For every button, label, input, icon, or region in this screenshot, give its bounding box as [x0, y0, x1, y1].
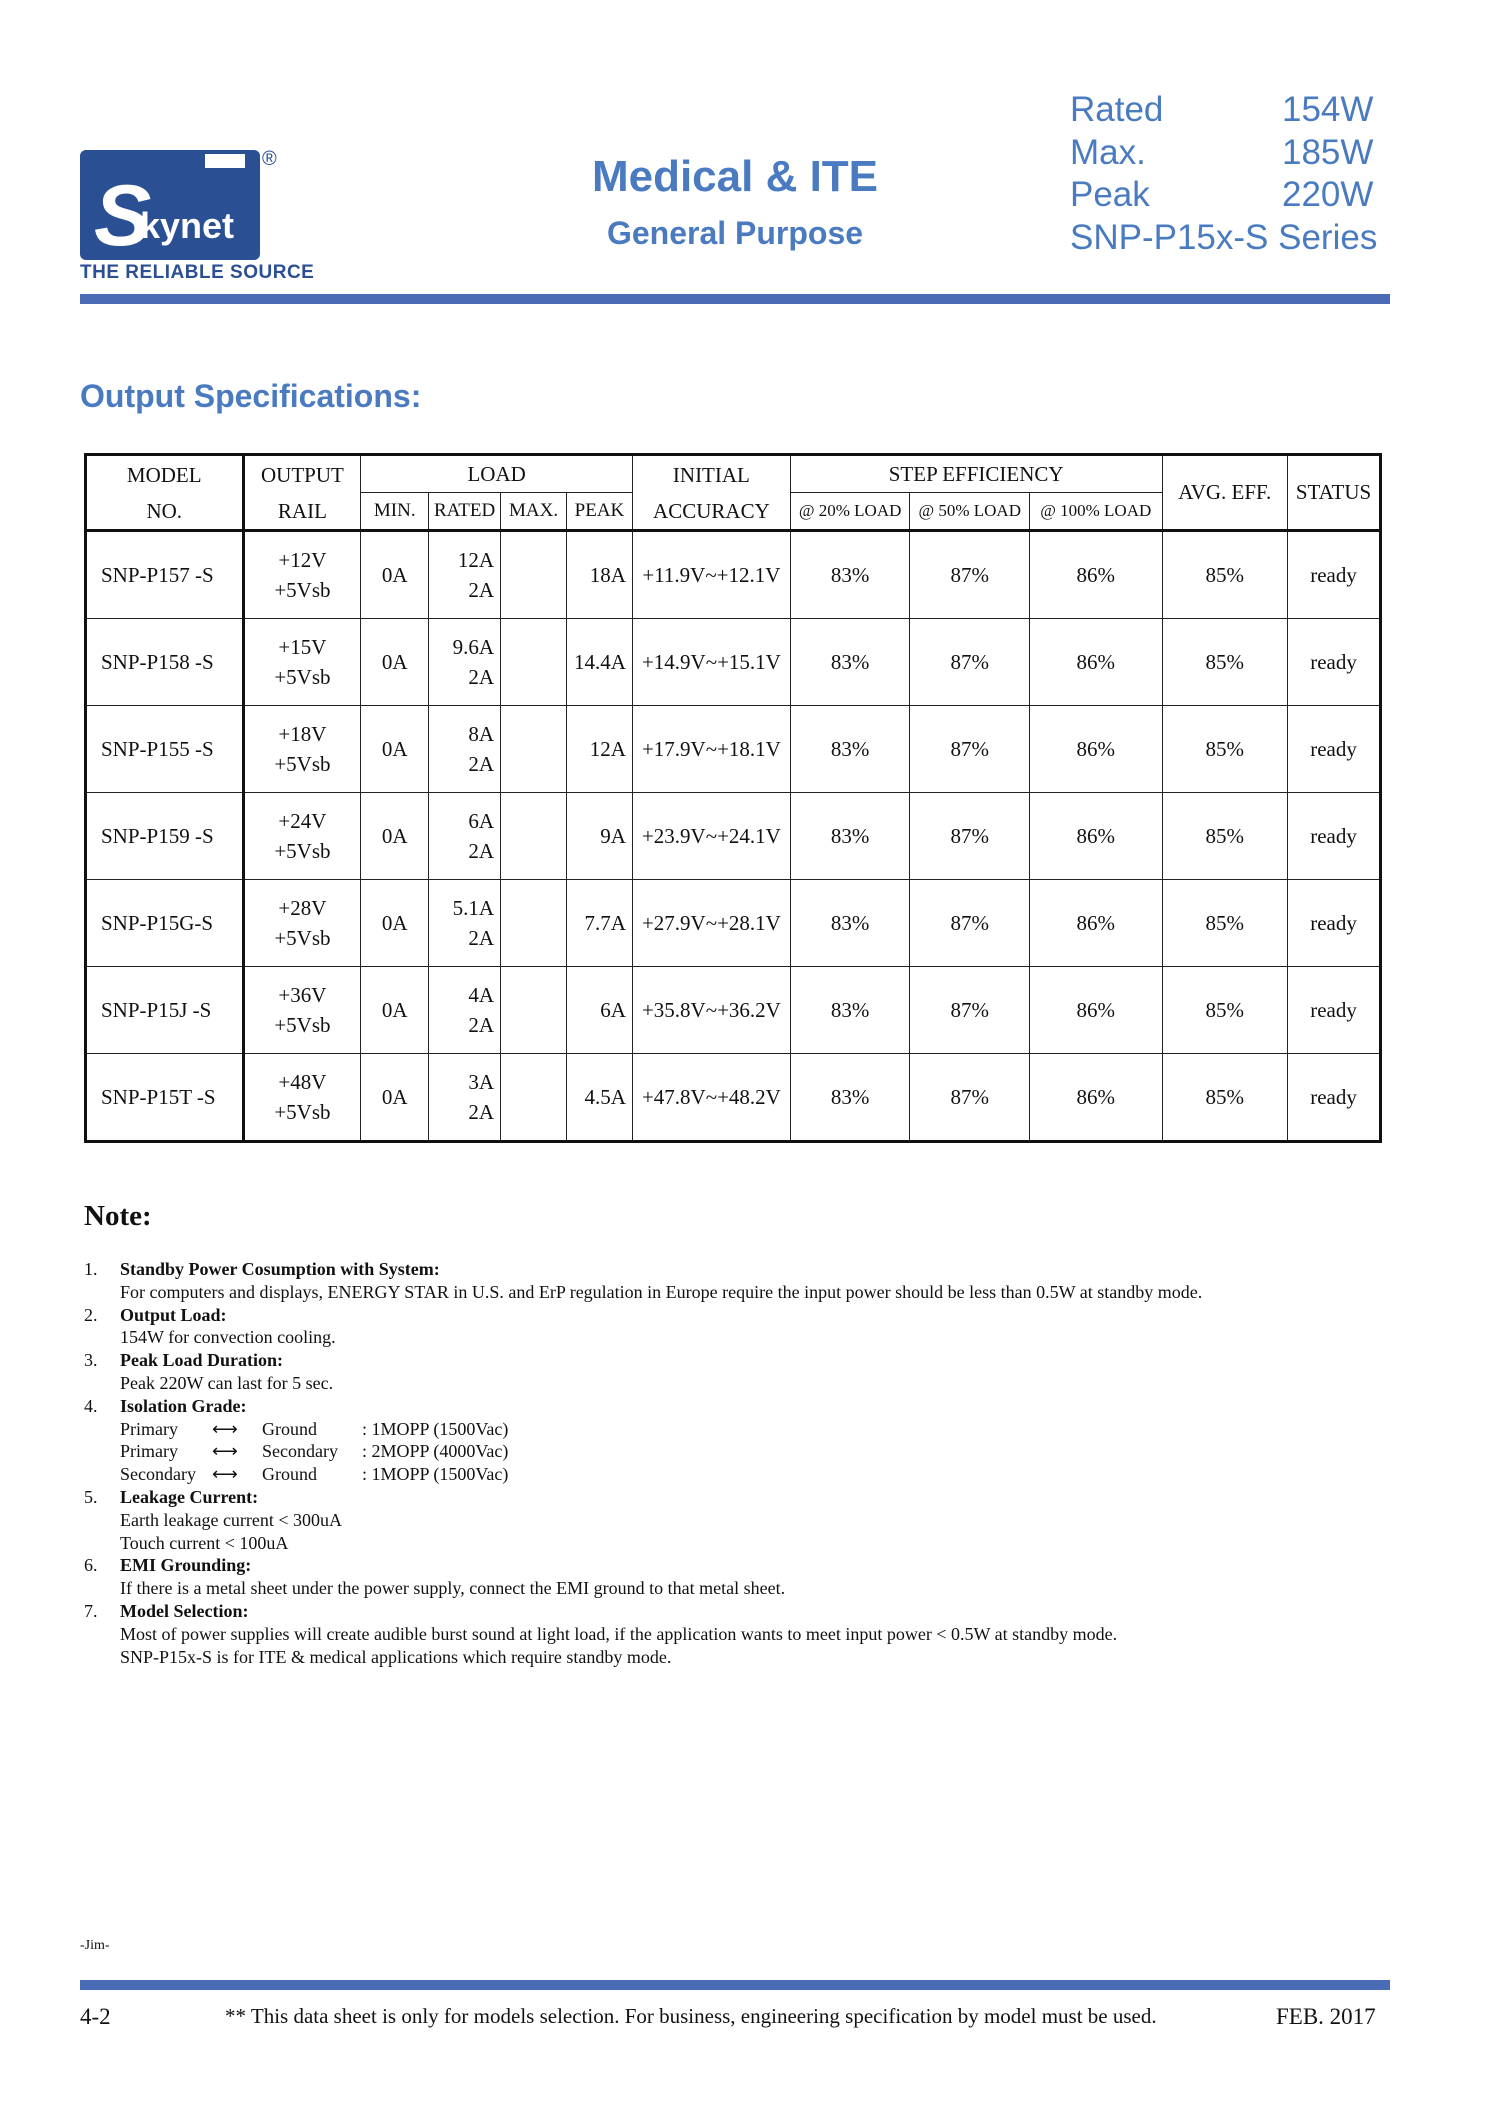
rating-value-peak: 220W: [1282, 175, 1374, 214]
note-body: [120, 1258, 1202, 1304]
table-row: [86, 619, 1381, 706]
header-load: LOAD: [361, 455, 633, 493]
table-row: [86, 1054, 1381, 1142]
cell-model: SNP-P15G-S: [86, 880, 244, 967]
isolation-grade: : 1MOPP (1500Vac): [362, 1418, 509, 1439]
note-body: [120, 1395, 508, 1486]
note-number: 7.: [84, 1600, 98, 1621]
cell-rail-main: +28V: [278, 896, 327, 920]
header-output-line1: OUTPUT: [260, 462, 344, 487]
table-row: [86, 793, 1381, 880]
cell-load-min: 0A: [361, 531, 429, 619]
cell-eff-100: 86%: [1030, 531, 1163, 619]
header-model: [86, 455, 244, 531]
table-row: [86, 880, 1381, 967]
cell-status: ready: [1288, 967, 1381, 1054]
cell-load-max: [501, 531, 567, 619]
rating-label-rated: Rated: [1070, 90, 1164, 129]
page-number: 4-2: [80, 2004, 111, 2029]
cell-avg-eff: 85%: [1162, 619, 1288, 706]
header-output: [243, 455, 361, 531]
note-title: Model Selection:: [120, 1600, 249, 1621]
cell-eff-100: 86%: [1030, 1054, 1163, 1142]
cell-accuracy: +35.8V~+36.2V: [632, 967, 790, 1054]
cell-rail-standby: +5Vsb: [274, 839, 331, 863]
cell-eff-50: 87%: [910, 1054, 1030, 1142]
header-load-max: MAX.: [501, 493, 567, 531]
output-spec-table: [84, 453, 1382, 1143]
cell-avg-eff: 85%: [1162, 880, 1288, 967]
cell-avg-eff: 85%: [1162, 793, 1288, 880]
cell-eff-20: 83%: [790, 619, 910, 706]
table-row: [86, 531, 1381, 619]
cell-eff-100: 86%: [1030, 706, 1163, 793]
cell-accuracy: +14.9V~+15.1V: [632, 619, 790, 706]
isolation-side-a: Primary: [120, 1441, 178, 1462]
note-line: Earth leakage current < 300uA: [120, 1509, 343, 1530]
header-initial-line2: ACCURACY: [653, 498, 770, 523]
note-item: [84, 1395, 1384, 1486]
cell-eff-20: 83%: [790, 1054, 910, 1142]
cell-eff-50: 87%: [910, 531, 1030, 619]
isolation-side-b: Ground: [262, 1464, 317, 1485]
cell-status: ready: [1288, 531, 1381, 619]
cell-rail-main: +48V: [278, 1070, 327, 1094]
cell-load-rated: [429, 619, 501, 706]
header-load-min: MIN.: [361, 493, 429, 531]
note-line: Peak 220W can last for 5 sec.: [120, 1372, 334, 1393]
note-number: 5.: [84, 1486, 98, 1507]
isolation-side-a: Secondary: [120, 1464, 196, 1485]
cell-status: ready: [1288, 706, 1381, 793]
cell-accuracy: +27.9V~+28.1V: [632, 880, 790, 967]
document-title: Medical & ITE: [591, 152, 879, 201]
cell-rated-main: 3A: [468, 1070, 495, 1094]
note-title: Output Load:: [120, 1304, 227, 1325]
note-body: [120, 1486, 342, 1554]
cell-load-peak: 12A: [567, 706, 633, 793]
header-load-peak: PEAK: [567, 493, 633, 531]
double-arrow-icon: ⟷: [212, 1464, 238, 1485]
cell-load-max: [501, 706, 567, 793]
cell-load-max: [501, 880, 567, 967]
cell-rated-main: 4A: [468, 983, 495, 1007]
cell-eff-20: 83%: [790, 967, 910, 1054]
notes-heading: Note:: [84, 1200, 152, 1232]
section-title: Output Specifications:: [80, 378, 422, 414]
cell-eff-20: 83%: [790, 706, 910, 793]
cell-rail-main: +24V: [278, 809, 327, 833]
note-body: [120, 1349, 333, 1395]
note-line: For computers and displays, ENERGY STAR in U.S. and ErP regulation in Europe require the input power should be less than 0.5W at standby mode.: [120, 1281, 1203, 1302]
cell-load-rated: [429, 1054, 501, 1142]
note-title: Leakage Current:: [120, 1486, 259, 1507]
cell-accuracy: +17.9V~+18.1V: [632, 706, 790, 793]
isolation-side-b: Secondary: [262, 1441, 338, 1462]
cell-load-max: [501, 793, 567, 880]
cell-eff-20: 83%: [790, 531, 910, 619]
isolation-side-b: Ground: [262, 1418, 317, 1439]
cell-output-rail: [243, 967, 361, 1054]
cell-load-rated: [429, 793, 501, 880]
cell-eff-100: 86%: [1030, 967, 1163, 1054]
header-avg-eff: AVG. EFF.: [1162, 455, 1288, 531]
cell-load-peak: 7.7A: [567, 880, 633, 967]
header-model-line1: MODEL: [126, 462, 202, 487]
cell-load-min: 0A: [361, 967, 429, 1054]
cell-rated-standby: 2A: [468, 752, 495, 776]
cell-status: ready: [1288, 880, 1381, 967]
cell-rail-standby: +5Vsb: [274, 1100, 331, 1124]
author-mark: -Jim-: [80, 1938, 110, 1953]
isolation-row: [120, 1463, 508, 1486]
cell-load-rated: [429, 531, 501, 619]
header-step-100: @ 100% LOAD: [1030, 493, 1163, 531]
note-body: [120, 1554, 785, 1600]
cell-rated-standby: 2A: [468, 578, 495, 602]
cell-avg-eff: 85%: [1162, 967, 1288, 1054]
note-line: If there is a metal sheet under the power supply, connect the EMI ground to that metal sheet.: [120, 1578, 786, 1599]
note-body: [120, 1600, 1117, 1668]
cell-rated-standby: 2A: [468, 1013, 495, 1037]
cell-model: SNP-P155 -S: [86, 706, 244, 793]
table-row: [86, 706, 1381, 793]
cell-avg-eff: 85%: [1162, 706, 1288, 793]
cell-load-peak: 9A: [567, 793, 633, 880]
header-step-20: @ 20% LOAD: [790, 493, 910, 531]
footer-date: FEB. 2017: [1276, 2004, 1376, 2029]
cell-rated-standby: 2A: [468, 839, 495, 863]
cell-load-max: [501, 1054, 567, 1142]
logo-wordmark: kynet: [140, 205, 235, 246]
cell-status: ready: [1288, 1054, 1381, 1142]
cell-avg-eff: 85%: [1162, 531, 1288, 619]
double-arrow-icon: ⟷: [212, 1418, 238, 1439]
cell-rated-main: 9.6A: [452, 635, 495, 659]
cell-rated-main: 6A: [468, 809, 495, 833]
isolation-grade: : 1MOPP (1500Vac): [362, 1464, 509, 1485]
cell-eff-50: 87%: [910, 967, 1030, 1054]
cell-rail-standby: +5Vsb: [274, 752, 331, 776]
cell-model: SNP-P157 -S: [86, 531, 244, 619]
note-item: [84, 1600, 1384, 1668]
cell-output-rail: [243, 706, 361, 793]
cell-accuracy: +47.8V~+48.2V: [632, 1054, 790, 1142]
cell-avg-eff: 85%: [1162, 1054, 1288, 1142]
series-name: SNP-P15x-S Series: [1070, 218, 1378, 257]
note-item: [84, 1304, 1384, 1350]
cell-model: SNP-P159 -S: [86, 793, 244, 880]
note-body: [120, 1304, 336, 1350]
rating-value-rated: 154W: [1282, 90, 1374, 129]
cell-rated-main: 8A: [468, 722, 495, 746]
cell-load-rated: [429, 880, 501, 967]
cell-eff-100: 86%: [1030, 793, 1163, 880]
note-title: Isolation Grade:: [120, 1395, 247, 1416]
header-status: STATUS: [1288, 455, 1381, 531]
footer-disclaimer: ** This data sheet is only for models selection. For business, engineering specification by model must be used.: [225, 2004, 1157, 2028]
cell-eff-50: 87%: [910, 880, 1030, 967]
cell-load-peak: 14.4A: [567, 619, 633, 706]
cell-rail-standby: +5Vsb: [274, 1013, 331, 1037]
cell-rail-standby: +5Vsb: [274, 578, 331, 602]
cell-output-rail: [243, 793, 361, 880]
note-title: Standby Power Cosumption with System:: [120, 1259, 440, 1279]
cell-rail-standby: +5Vsb: [274, 926, 331, 950]
cell-output-rail: [243, 880, 361, 967]
cell-output-rail: [243, 531, 361, 619]
document-subtitle: General Purpose: [606, 215, 864, 251]
note-title: EMI Grounding:: [120, 1555, 252, 1576]
cell-load-peak: 4.5A: [567, 1054, 633, 1142]
note-line: 154W for convection cooling.: [120, 1327, 336, 1348]
isolation-grade: : 2MOPP (4000Vac): [362, 1441, 509, 1462]
note-number: 3.: [84, 1350, 98, 1371]
skynet-logo: [80, 150, 260, 260]
note-item: [84, 1349, 1384, 1395]
cell-load-max: [501, 967, 567, 1054]
cell-eff-100: 86%: [1030, 880, 1163, 967]
cell-eff-50: 87%: [910, 706, 1030, 793]
header-step-efficiency: STEP EFFICIENCY: [790, 455, 1162, 493]
cell-load-rated: [429, 706, 501, 793]
cell-rated-standby: 2A: [468, 926, 495, 950]
cell-eff-100: 86%: [1030, 619, 1163, 706]
cell-model: SNP-P15T -S: [86, 1054, 244, 1142]
header-model-line2: NO.: [146, 498, 183, 523]
cell-rail-main: +18V: [278, 722, 327, 746]
cell-accuracy: +23.9V~+24.1V: [632, 793, 790, 880]
cell-model: SNP-P15J -S: [86, 967, 244, 1054]
cell-status: ready: [1288, 619, 1381, 706]
note-number: 4.: [84, 1395, 98, 1416]
cell-load-min: 0A: [361, 880, 429, 967]
cell-accuracy: +11.9V~+12.1V: [632, 531, 790, 619]
double-arrow-icon: ⟷: [212, 1441, 238, 1462]
rating-value-max: 185W: [1282, 133, 1374, 172]
cell-load-peak: 18A: [567, 531, 633, 619]
cell-rail-standby: +5Vsb: [274, 665, 331, 689]
note-item: [84, 1258, 1384, 1304]
table-row: [86, 967, 1381, 1054]
cell-eff-20: 83%: [790, 880, 910, 967]
logo-tagline: THE RELIABLE SOURCE: [80, 262, 315, 283]
note-line: Touch current < 100uA: [120, 1532, 289, 1553]
cell-load-min: 0A: [361, 706, 429, 793]
cell-rail-main: +36V: [278, 983, 327, 1007]
cell-rail-main: +15V: [278, 635, 327, 659]
svg-text:S: S: [94, 168, 152, 260]
cell-rated-main: 12A: [457, 548, 495, 572]
header-divider: [80, 294, 1390, 304]
note-item: [84, 1486, 1384, 1554]
cell-status: ready: [1288, 793, 1381, 880]
cell-load-min: 0A: [361, 619, 429, 706]
cell-rail-main: +12V: [278, 548, 327, 572]
note-title: Peak Load Duration:: [120, 1350, 284, 1371]
cell-load-min: 0A: [361, 793, 429, 880]
header-step-50: @ 50% LOAD: [910, 493, 1030, 531]
note-line: Most of power supplies will create audible burst sound at light load, if the application wants to meet input power < 0.5W at standby mode.: [120, 1623, 1118, 1644]
note-number: 6.: [84, 1555, 98, 1576]
isolation-side-a: Primary: [120, 1418, 178, 1439]
note-line: SNP-P15x-S is for ITE & medical applications which require standby mode.: [120, 1646, 672, 1667]
cell-rated-main: 5.1A: [452, 896, 495, 920]
footer-divider: [80, 1980, 1390, 1990]
cell-eff-50: 87%: [910, 619, 1030, 706]
note-number: 2.: [84, 1304, 98, 1325]
isolation-row: [120, 1440, 508, 1463]
header-initial-line1: INITIAL: [672, 462, 750, 487]
cell-eff-20: 83%: [790, 793, 910, 880]
notes-list: [84, 1258, 1384, 1668]
cell-eff-50: 87%: [910, 793, 1030, 880]
cell-output-rail: [243, 619, 361, 706]
cell-load-min: 0A: [361, 1054, 429, 1142]
rating-label-max: Max.: [1070, 133, 1146, 172]
note-item: [84, 1554, 1384, 1600]
registered-mark-icon: ®: [262, 148, 277, 170]
header-load-rated: RATED: [429, 493, 501, 531]
rating-label-peak: Peak: [1070, 175, 1150, 214]
cell-load-peak: 6A: [567, 967, 633, 1054]
header-initial: [632, 455, 790, 531]
cell-load-max: [501, 619, 567, 706]
cell-rated-standby: 2A: [468, 1100, 495, 1124]
note-number: 1.: [84, 1259, 98, 1279]
cell-load-rated: [429, 967, 501, 1054]
header-output-line2: RAIL: [277, 498, 327, 523]
cell-output-rail: [243, 1054, 361, 1142]
isolation-row: [120, 1418, 508, 1441]
cell-model: SNP-P158 -S: [86, 619, 244, 706]
cell-rated-standby: 2A: [468, 665, 495, 689]
